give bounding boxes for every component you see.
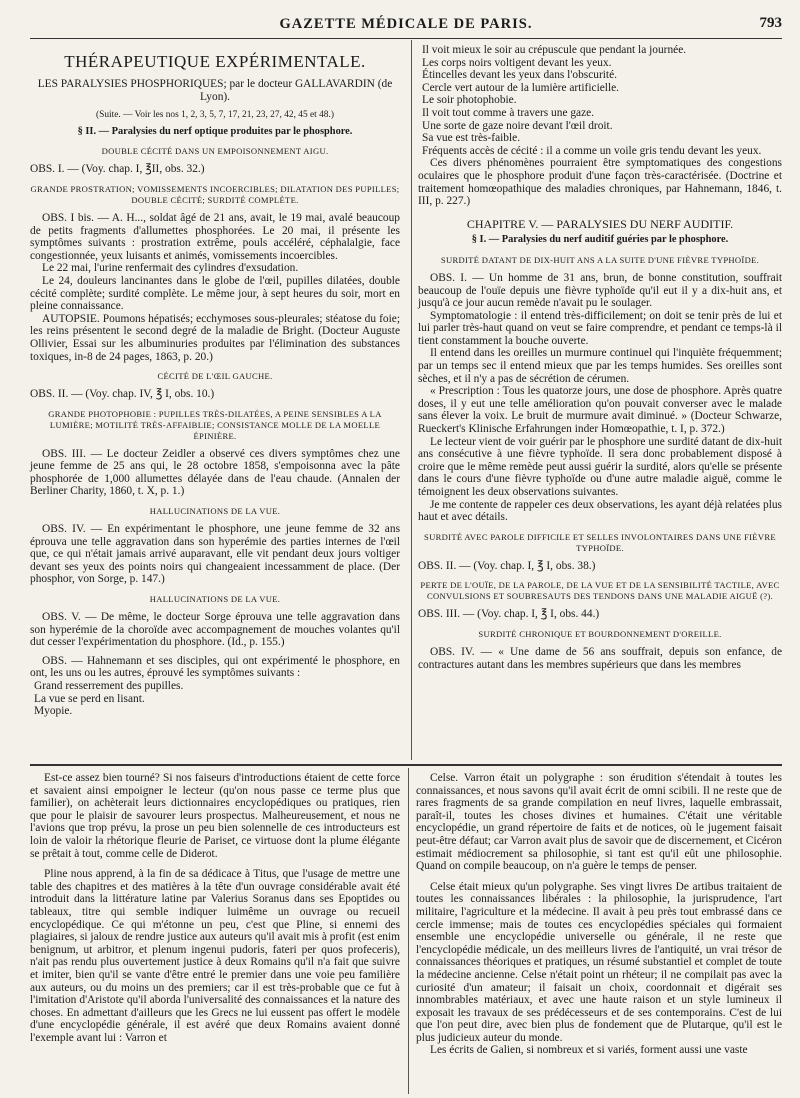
case-caption: GRANDE PROSTRATION; VOMISSEMENTS INCOERCIBLES; DILATATION DES PUPILLES; DOUBLE CÉCITÉ; SURDITÉ COMPLÈTE. xyxy=(30,183,400,205)
case-caption: CÉCITÉ DE L'ŒIL GAUCHE. xyxy=(157,371,273,382)
case-caption: HALLUCINATIONS DE LA VUE. xyxy=(149,506,281,517)
paragraph: « Prescription : Tous les quatorze jours, une dose de phosphore. Après quatre doses, il y eut une telle amélioration qu'on pouvait converser avec le malade sans élever la voix. Le bruit de murmure avait diminué. » (Docteur Schwarze, Rueckert's Klinische Erfahrungen inder Homœopathie, t. I, p. 372.) xyxy=(418,385,782,436)
list-item: Il voit tout comme à travers une gaze. xyxy=(422,106,595,119)
journal-title: GAZETTE MÉDICALE DE PARIS. xyxy=(279,16,533,32)
list-item: Cercle vert autour de la lumière artificielle. xyxy=(422,81,620,94)
case-caption: SURDITÉ AVEC PAROLE DIFFICILE ET SELLES INVOLONTAIRES DANS UNE FIÈVRE TYPHOÏDE. xyxy=(424,531,776,553)
paragraph: Celse était mieux qu'un polygraphe. Ses vingt livres De artibus traitaient de toutes les connaissances libérales : la philosophie, la jurisprudence, l'art militaire, l'agriculture et la médecine. Il avait à peu près tout embrassé dans ce cercle immense; mais de toutes ces encyclopédies spéciales qui formaient ensemble une encyclopédie universelle ou générale, il ne reste que l'encyclopédie médicale, un des meilleurs livres de l'antiquité, un vrai trésor de connaissances théoriques et pratiques, un résumé substantiel et complet de toute la médecine ancienne. Celse n'était point un rhéteur; il ne compilait pas avec la curiosité d'un amateur; il faisait un choix, coordonnait et digérait ses innombrables matériaux, et avec une haute raison et un style lumineux il exposait les travaux de ses prédécesseurs et de ses contemporains. C'est de lui que l'on peut dire, avec bien plus de fondement que de Plutarque, qu'il est le plus judicieux auteur du monde. xyxy=(416,880,782,1044)
feuilleton-left-column xyxy=(30,772,400,1044)
header-rule xyxy=(30,38,782,39)
list-item: Une sorte de gaze noire devant l'œil droit. xyxy=(422,119,613,132)
case-caption: SURDITÉ DATANT DE DIX-HUIT ANS A LA SUITE D'UNE FIÈVRE TYPHOÏDE. xyxy=(440,254,760,265)
list-item: Fréquents accès de cécité : il a comme un voile gris tendu devant les yeux. xyxy=(422,144,762,157)
feuilleton-divider xyxy=(30,764,782,766)
paragraph: Symptomatologie : il entend très-difficilement; on doit se tenir près de lui et lui parler très-haut quand on veut se faire comprendre, et pendant ce temps-là il tient constamment la bouche ouverte. xyxy=(418,309,782,347)
chapter-heading: CHAPITRE V. — PARALYSIES DU NERF AUDITIF. xyxy=(466,216,734,231)
case-caption: SURDITÉ CHRONIQUE ET BOURDONNEMENT D'OREILLE. xyxy=(478,628,722,639)
right-column xyxy=(418,44,782,671)
paragraph: Ces divers phénomènes pourraient être symptomatiques des congestions oculaires que le phosphore produit d'une façon très-caractérisée. (Doctrine et traitement homœopathique des maladies chroniques, par Hahnemann, 1846, t. III, p. 227.) xyxy=(418,157,782,208)
paragraph: AUTOPSIE. Poumons hépatisés; ecchymoses sous-pleurales; stéatose du foie; les reins présentent le second degré de la maladie de Bright. (Docteur Auguste Ollivier, Essai sur les albuminuries produites par l'élimination des substances toxiques, in-8 de 24 pages, 1863, p. 20.) xyxy=(30,312,400,363)
paragraph: OBS. I. — Un homme de 31 ans, brun, de bonne constitution, souffrait beaucoup de l'ouïe depuis une fièvre typhoïde qu'il eut il y a dix-huit ans, et jusqu'à ce jour aucun remède n'avait pu le soulager. xyxy=(418,271,782,310)
article-subheading: LES PARALYSIES PHOSPHORIQUES; par le docteur GALLAVARDIN (de Lyon). xyxy=(37,78,393,103)
paragraph: Pline nous apprend, à la fin de sa dédicace à Titus, que l'usage de mettre une table des chapitres et des matières à la tête d'un ouvrage considérable avait été introduit dans la littérature latine par Valerius Soranus dans ses Epoptides ou tableaux, titre qui semble indiquer luimême un ouvrage ou recueil encyclopédique. Ce qui m'étonne un peu, c'est que Pline, si ennemi des plagiaires, si jaloux de rendre justice aux auteurs qu'il avait mis à profit (est enim benignum, ut arbitror, et plenum ingenui pudoris, fateri per quos profeceris), n'ait pas rendu plus ouvertement justice à deux Romains qu'il n'a fait que suivre et imiter, bien qu'il se vante d'être entré le premier dans une voie peu familière aux auteurs, ou du moins un des premiers; car il est très-probable que ce fut à l'imitation d'Aristote qu'il aborda l'universalité des connaissances et la nature des choses. En admettant d'ailleurs que les Grecs ne lui eussent pas offert le modèle d'une encyclopédie générale, il est avéré que deux Romains avaient donné l'exemple avant lui : Varron et xyxy=(30,868,400,1044)
symptom-list xyxy=(418,44,782,157)
paragraph: Je me contente de rappeler ces deux observations, les ayant déjà relatées plus haut et avec détails. xyxy=(418,498,782,524)
paragraph: OBS. — Hahnemann et ses disciples, qui ont expérimenté le phosphore, en ont, les uns ou les autres, éprouvé les symptômes suivants : xyxy=(30,654,400,680)
list-item: Il voit mieux le soir au crépuscule que pendant la journée. xyxy=(422,44,687,56)
observation-ref: OBS. II. — (Voy. chap. IV, ℥ I, obs. 10.) xyxy=(30,388,215,401)
list-item: Grand resserrement des pupilles. xyxy=(34,680,184,692)
feuilleton-right-column xyxy=(416,772,782,1057)
page-number: 793 xyxy=(759,15,782,31)
column-divider-top xyxy=(411,40,412,760)
observation-ref: OBS. III. — (Voy. chap. I, ℥ I, obs. 44.) xyxy=(418,608,600,621)
list-item: Les corps noirs voltigent devant les yeux. xyxy=(422,56,612,69)
observation-ref: OBS. II. — (Voy. chap. I, ℥ I, obs. 38.) xyxy=(418,559,596,572)
paragraph: OBS. I bis. — A. H..., soldat âgé de 21 ans, avait, le 19 mai, avalé beaucoup de petits fragments d'allumettes phosphorées. Le 20 mai, il présente les symptômes suivants : prostration extrême, pouls accéléré, céphalalgie, face congestionnée, yeux luisants et animés, vomissements incoercibles. xyxy=(30,211,400,262)
paragraph: OBS. III. — Le docteur Zeidler a observé ces divers symptômes chez une jeune femme de 25 ans qui, le 28 octobre 1858, s'empoisonna avec la pâte phosphorée de 1,000 allumettes délayée dans de l'eau chaude. (Annalen der Berliner Charity, 1860, t. X, p. 1.) xyxy=(30,447,400,498)
suite-note: (Suite. — Voir les nos 1, 2, 3, 5, 7, 17, 21, 23, 27, 42, 45 et 48.) xyxy=(96,110,334,121)
page-header xyxy=(30,12,782,36)
list-item: Myopie. xyxy=(34,705,73,718)
column-divider-bottom xyxy=(408,768,409,1094)
section-heading: § II. — Paralysies du nerf optique produites par le phosphore. xyxy=(77,125,353,137)
symptom-list xyxy=(30,680,400,718)
case-caption: HALLUCINATIONS DE LA VUE. xyxy=(149,594,281,605)
paragraph: Le 22 mai, l'urine renfermait des cylindres d'exsudation. xyxy=(42,262,299,275)
paragraph: OBS. V. — De même, le docteur Sorge éprouva une telle aggravation dans son hyperémie de la choroïde avec accompagnement de mouches volantes qu'il dut cesser l'expérimentation du phosphore. (Id., p. 155.) xyxy=(30,611,400,649)
list-item: La vue se perd en lisant. xyxy=(34,692,145,705)
paragraph: Il entend dans les oreilles un murmure continuel qui l'inquiète fréquemment; par un temps sec il entend mieux que par les temps humides. Ses oreilles sont sèches, et il n'y a pas de sécrétion de cérumen. xyxy=(418,347,782,385)
paragraph: Les écrits de Galien, si nombreux et si variés, forment aussi une vaste xyxy=(430,1044,748,1057)
case-caption: DOUBLE CÉCITÉ DANS UN EMPOISONNEMENT AIGU. xyxy=(101,146,329,157)
paragraph: Est-ce assez bien tourné? Si nos faiseurs d'introductions étaient de cette force et savaient ainsi empoigner le lecteur (qu'on nous passe ce terme plus que familier), on achèterait leurs dictionnaires encyclopédiques ou pratiques, rien que pour le plaisir de savourer leurs prospectus. Malheureusement, et nous ne l'avions que trop prévu, la prose un peu bien solennelle de ces introducteurs est loin de valoir la rhétorique fleurie de Pariset, ce virtuose dont la plume élégante se prêtait à tout, comme celle de Diderot. xyxy=(30,772,400,860)
paragraph: Le 24, douleurs lancinantes dans le globe de l'œil, pupilles dilatées, double cécité complète; surdité complète. Le même jour, à sept heures du soir, mort en pleine connaissance. xyxy=(30,274,400,313)
case-caption: GRANDE PHOTOPHOBIE : PUPILLES TRÈS-DILATÉES, A PEINE SENSIBLES A LA LUMIÈRE; MOTILITÉ TRÈS-AFFAIBLIE; CONSISTANCE MOLLE DE LA MOELLE ÉPINIÈRE. xyxy=(48,408,382,441)
paragraph: Le lecteur vient de voir guérir par le phosphore une surdité datant de dix-huit ans consécutive à une fièvre typhoïde. Il sera donc probablement disposé à croire que le même remède peut aussi guérir la surdité, alors qu'elle se présente dans le cours d'une fièvre typhoïde ou d'une autre maladie aiguë, comme le témoignent les deux observations suivantes. xyxy=(418,435,782,498)
list-item: Sa vue est très-faible. xyxy=(422,132,521,145)
list-item: Étincelles devant les yeux dans l'obscurité. xyxy=(422,69,618,82)
paragraph: Celse. Varron était un polygraphe : son érudition s'étendait à toutes les connaissances, et nous savons qu'il avait écrit de omni scibili. Il ne reste que de rares fragments de sa grande compilation en neuf livres, laquelle embrassait, paraît-il, toutes les choses divines et humaines. C'était une véritable encyclopédie, un grand répertoire de faits et de notices, où le jugement faisait peut-être défaut; car Varron avait plus de savoir que de discernement, et Cicéron estimait médiocrement sa philosophie, si tant est qu'il eût une philosophie. Quand on compile beaucoup, on n'a guère le temps de penser. xyxy=(416,772,782,873)
section-heading: § I. — Paralysies du nerf auditif guéries par le phosphore. xyxy=(471,234,729,246)
paragraph: OBS. IV. — « Une dame de 56 ans souffrait, depuis son enfance, de contractures autant dans les membres supérieurs que dans les membres xyxy=(418,645,782,671)
left-column xyxy=(30,44,400,718)
case-caption: PERTE DE L'OUÏE, DE LA PAROLE, DE LA VUE ET DE LA SENSIBILITÉ TACTILE, AVEC CONVULSIONS ET SOUBRESAUTS DES TENDONS DANS UNE MALADIE AIGUË (?). xyxy=(420,580,780,602)
paragraph: OBS. IV. — En expérimentant le phosphore, une jeune femme de 32 ans éprouva une telle aggravation dans son hyperémie des parties internes de l'œil que, ce qui n'était jamais arrivé auparavant, elle vit pendant deux jours voltiger devant ses yeux des points noirs qui changeaient incessamment de place. (Der phosphor, von Sorge, p. 147.) xyxy=(30,523,400,586)
list-item: Le soir photophobie. xyxy=(422,94,517,107)
article-heading: THÉRAPEUTIQUE EXPÉRIMENTALE. xyxy=(64,52,366,71)
observation-ref: OBS. I. — (Voy. chap. I, ℥II, obs. 32.) xyxy=(30,163,205,176)
